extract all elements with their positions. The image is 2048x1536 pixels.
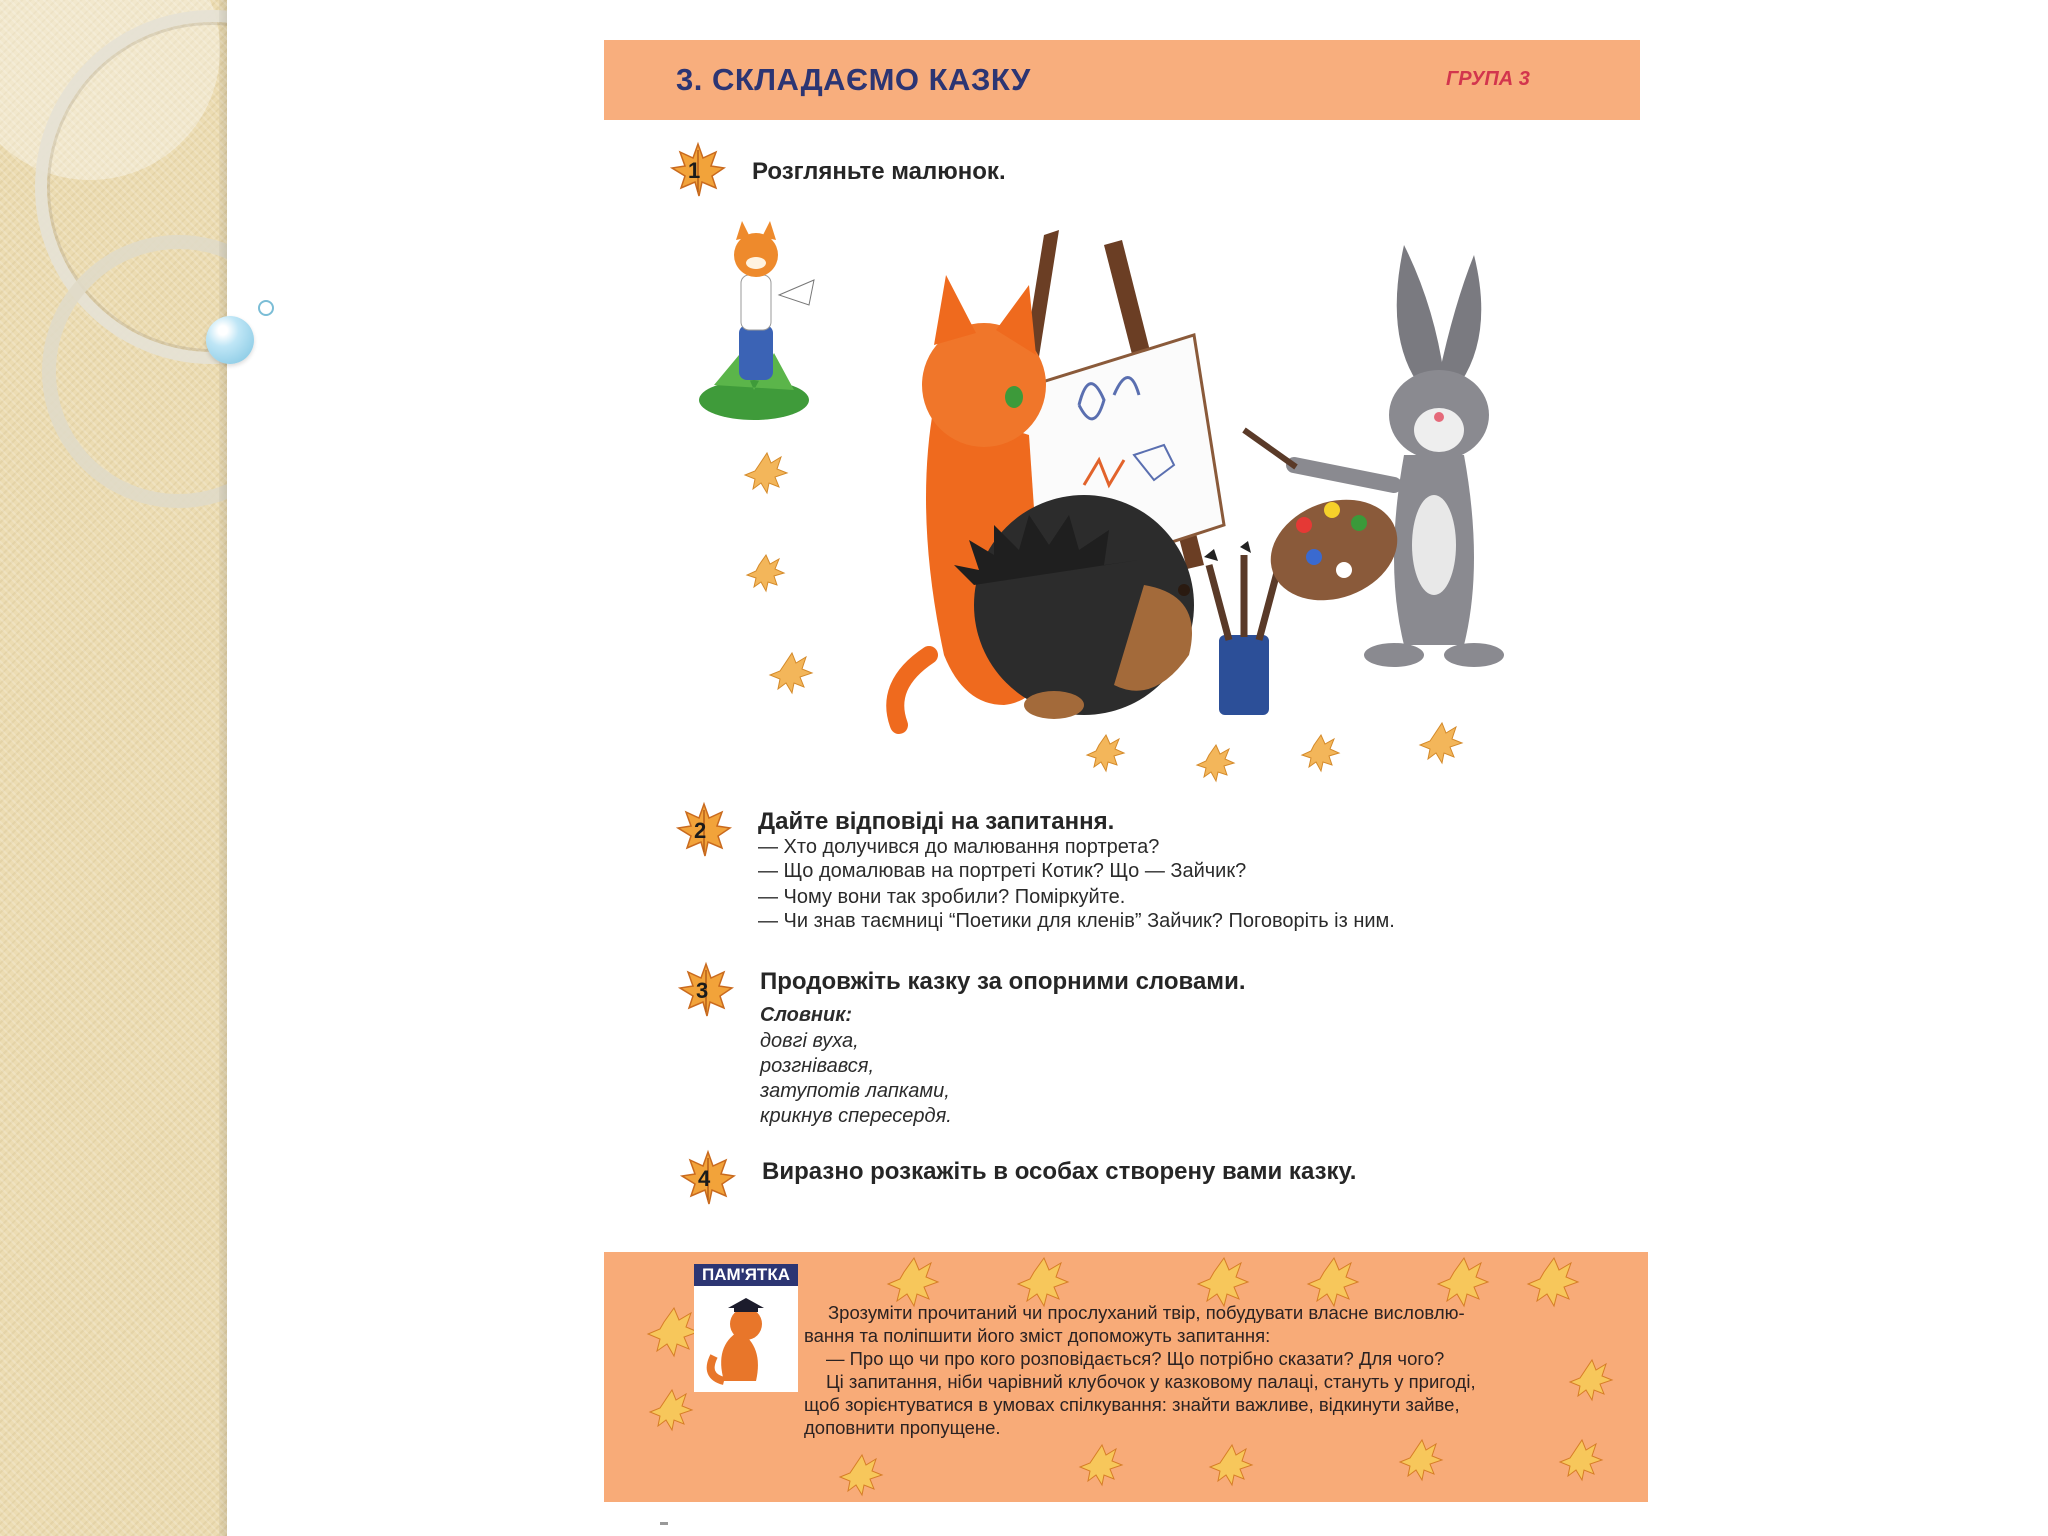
task-title: Виразно розкажіть в особах створену вами казку. xyxy=(762,1158,1357,1185)
lesson-title: 3. СКЛАДАЄМО КАЗКУ xyxy=(676,62,1031,97)
memo-label: ПАМ'ЯТКА xyxy=(694,1264,798,1286)
page-mark xyxy=(660,1522,668,1525)
task-title: Розгляньте малюнок. xyxy=(752,158,1006,185)
question-line: — Хто долучився до малювання портрета? xyxy=(758,836,1160,858)
task-number-badge xyxy=(676,960,736,1020)
header-band xyxy=(604,40,1640,120)
fox-scholar-icon xyxy=(694,1286,798,1392)
task-number: 3 xyxy=(696,978,709,1003)
vocabulary-word: розгнівався, xyxy=(760,1055,874,1077)
task-title: Продовжіть казку за опорними словами. xyxy=(760,968,1246,995)
task-number: 1 xyxy=(688,158,701,183)
question-line: — Чи знав таємниці “Поетики для кленів” Зайчик? Поговоріть із ним. xyxy=(758,910,1395,932)
vocabulary-word: довгі вуха, xyxy=(760,1030,859,1052)
decor-bubble-small xyxy=(258,300,274,316)
memo-text-line: доповнити пропущене. xyxy=(804,1417,1001,1438)
strip-edge-shadow xyxy=(219,0,227,1536)
memo-text-line: — Про що чи про кого розповідається? Що потрібно сказати? Для чого? xyxy=(826,1348,1445,1369)
task-number: 4 xyxy=(698,1166,711,1191)
hare-character xyxy=(1244,245,1504,667)
fox-mascot-icon xyxy=(699,221,814,420)
task-number-badge xyxy=(674,800,734,860)
task-title: Дайте відповіді на запитання. xyxy=(758,808,1115,835)
question-line: — Чому вони так зробили? Поміркуйте. xyxy=(758,886,1126,908)
vocabulary-word: крикнув спересердя. xyxy=(760,1105,952,1127)
question-line: — Що домалював на портреті Котик? Що — Зайчик? xyxy=(758,860,1247,882)
side-decor-strip xyxy=(0,0,227,1536)
group-label: ГРУПА 3 xyxy=(1446,68,1530,90)
memo-text-line: щоб зорієнтуватися в умовах спілкування: знайти важливе, відкинути зайве, xyxy=(804,1394,1460,1415)
memo-text-line: Зрозуміти прочитаний чи прослуханий твір, побудувати власне висловлю- xyxy=(828,1302,1465,1323)
memo-fox-picture xyxy=(694,1286,798,1392)
task-number: 2 xyxy=(694,818,707,843)
textbook-page xyxy=(604,40,1646,1515)
task-number-badge xyxy=(678,1148,738,1208)
memo-text-line: Ці запитання, ніби чарівний клубочок у казковому палаці, стануть у пригоді, xyxy=(826,1371,1476,1392)
vocabulary-heading: Словник: xyxy=(760,1004,853,1026)
illustration-animals-painting xyxy=(684,185,1584,845)
paint-palette xyxy=(1257,483,1412,618)
memo-text-line: вання та поліпшити його зміст допоможуть запитання: xyxy=(804,1325,1271,1346)
memo-section xyxy=(604,1252,1648,1502)
decor-bubble-large xyxy=(206,316,254,364)
vocabulary-word: затупотів лапками, xyxy=(760,1080,950,1102)
